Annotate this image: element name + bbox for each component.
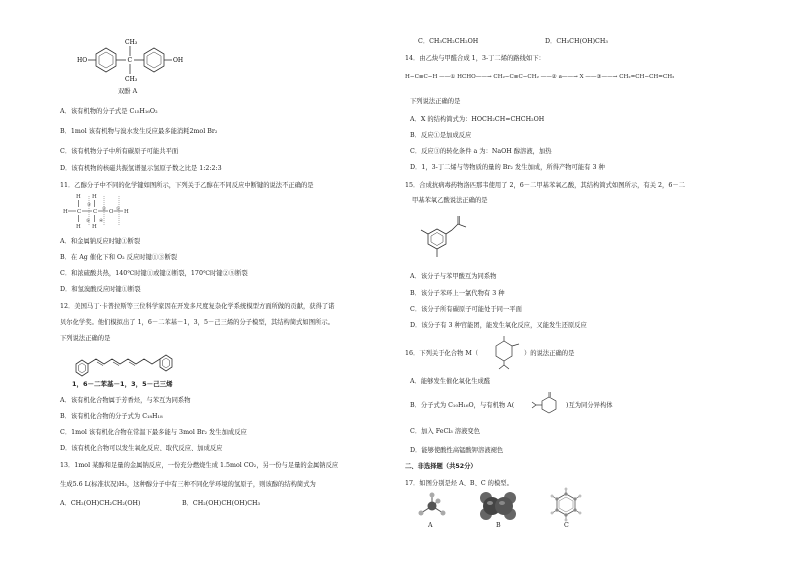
q16-option-a: A．能够发生催化氧化生成醛 xyxy=(410,378,491,385)
q13-option-b: B．CH₂(OH)CH(OH)CH₃ xyxy=(182,500,261,507)
bisphenol-ch3-bottom: CH₃ xyxy=(125,76,138,83)
svg-text:H: H xyxy=(92,194,97,200)
q17-label-a: A xyxy=(428,522,433,529)
q14-stem: 14．由乙炔与甲醛合成 1，3-丁二烯的路线如下： xyxy=(405,55,545,62)
q15-option-d: D．该分子有 3 种官能团，能发生氧化反应，又能发生还原反应 xyxy=(410,322,587,329)
dimethylphenoxyacetic-acid-structure xyxy=(418,210,478,270)
q14-option-d: D．1，3-丁二烯与等物质的量的 Br₂ 发生加成，所得产物可能有 3 种 xyxy=(410,164,605,171)
q15-option-c: C．该分子所有碳原子可能处于同一平面 xyxy=(410,306,522,313)
q15-stem-line1: 15．合成抗病毒药物洛匹那韦使用了 2，6－二甲基苯氧乙酸，其结构简式如图所示，有关 2，6－二 xyxy=(405,182,685,189)
bisphenol-a-structure xyxy=(77,37,190,92)
q13-stem-line1: 13．1mol 某醇和足量的金属钠反应，一份充分燃烧生成 1.5mol CO₂，另一份与足量的金属钠反应 xyxy=(60,462,339,469)
bisphenol-option-c: C．该有机物分子中所有碳原子可能共平面 xyxy=(60,148,179,155)
svg-text:H: H xyxy=(63,209,68,215)
q16-option-b-part2: )互为同分异构体 xyxy=(566,402,613,409)
q12-option-b: B．该有机化合物的分子式为 C₁₈H₁₈ xyxy=(60,413,163,420)
q11-option-a: A．和金属钠反应时键①断裂 xyxy=(60,238,141,245)
svg-text:C: C xyxy=(93,209,98,215)
q12-stem-line1: 12．美国马丁·卡普拉斯等三位科学家因在开发多尺度复杂化学系统模型方面所做的贡献，获得了诺 xyxy=(60,303,335,310)
q12-option-d: D．该有机化合物可以发生氧化反应、取代反应、加成反应 xyxy=(60,445,223,452)
q12-stem-line3: 下列说法正确的是 xyxy=(60,335,111,342)
svg-text:C: C xyxy=(77,209,82,215)
bisphenol-ch3-top: CH₃ xyxy=(125,39,138,46)
q16-stem-a: 16．下列关于化合物 M（ xyxy=(405,350,479,357)
q11-option-c: C．和浓硫酸共热，140℃时键①或键②断裂，170℃时键②⑤断裂 xyxy=(60,270,248,277)
q13-option-a: A．CH₂(OH)CH₂CH₂(OH) xyxy=(60,500,141,507)
compound-m-structure xyxy=(486,336,522,370)
bisphenol-option-a: A．该有机物的分子式是 C₁₅H₁₆O₂ xyxy=(60,108,158,115)
q15-option-b: B．该分子苯环上一氯代物有 3 种 xyxy=(410,290,505,297)
diphenylhexatriene-structure xyxy=(72,346,182,380)
q12-stem-line2: 贝尔化学奖。他们模拟出了 1，6－二苯基－1，3，5－己三烯的分子模型，其结构简式如图所示。 xyxy=(60,319,334,326)
bisphenol-option-b: B．1mol 该有机物与溴水发生反应最多能消耗2mol Br₂ xyxy=(60,128,218,135)
q12-fig-label: 1，6－二苯基－1，3，5－己三烯 xyxy=(72,380,173,388)
svg-text:④: ④ xyxy=(99,219,104,224)
bisphenol-c-center: C xyxy=(127,57,133,64)
svg-text:H: H xyxy=(76,224,81,230)
compound-a-structure xyxy=(530,392,566,418)
ethanol-bond-diagram xyxy=(60,192,140,232)
q14-option-c: C．反应③的转化条件 a 为：NaOH 醇溶液，加热 xyxy=(410,148,552,155)
q17-label-b: B xyxy=(496,522,501,529)
q15-stem-line2: 甲基苯氧乙酸说法正确的是 xyxy=(412,197,488,204)
q14-route: H−C≡C−H ——① HCHO——→ CH₂−C≡C−CH₂ ——② a——→ X ——③——→ CH₂=CH−CH=CH₂ xyxy=(405,74,675,80)
q13-option-c: C．CH₃CH₂CH₂OH xyxy=(418,38,479,45)
q16-option-c: C．加入 FeCl₃ 溶液变色 xyxy=(410,428,481,435)
q16-option-d: D．能够使酸性高锰酸钾溶液褪色 xyxy=(410,447,504,454)
model-b-space-filling xyxy=(476,490,520,522)
bisphenol-ho: HO xyxy=(77,57,88,64)
q12-option-a: A．该有机化合物属于芳香烃，与苯互为同系物 xyxy=(60,397,191,404)
svg-text:①: ① xyxy=(116,207,121,212)
svg-text:H: H xyxy=(76,194,81,200)
q12-option-c: C．1mol 该有机化合物在常温下最多能与 3mol Br₂ 发生加成反应 xyxy=(60,429,247,436)
q13-stem-line2: 生成5.6 L(标准状况)H₂，这种醇分子中有三种不同化学环境的氢原子，则该醇的结构简式为 xyxy=(60,481,316,488)
svg-text:③: ③ xyxy=(87,203,92,208)
svg-text:②: ② xyxy=(102,207,107,212)
q14-question: 下列说法正确的是 xyxy=(410,98,461,105)
svg-text:O: O xyxy=(109,209,114,215)
svg-text:H: H xyxy=(92,224,97,230)
q14-option-a: A．X 的结构简式为：HOCH₂CH=CHCH₂OH xyxy=(410,116,545,123)
q11-stem: 11．乙醇分子中不同的化学键如图所示，下列关于乙醇在不同反应中断键的说法不正确的是 xyxy=(60,182,314,189)
q16-stem-b: ）的说法正确的是 xyxy=(524,350,575,357)
q11-option-b: B．在 Ag 催化下和 O₂ 反应时键①③断裂 xyxy=(60,254,178,261)
q16-option-b-part1: B．分子式为 C₁₀H₁₆O，与有机物 A( xyxy=(410,402,515,409)
q17-label-c: C xyxy=(564,522,569,529)
svg-text:H: H xyxy=(124,209,129,215)
bisphenol-option-d: D．该有机物的核磁共振氢谱显示氢原子数之比是 1:2:2:3 xyxy=(60,165,222,172)
svg-text:⑤: ⑤ xyxy=(86,219,91,224)
q15-option-a: A．该分子与苯甲酸互为同系物 xyxy=(410,273,497,280)
model-c-benzene xyxy=(548,488,584,522)
q13-option-d: D．CH₃CH(OH)CH₃ xyxy=(545,38,608,45)
q11-option-d: D．和氢溴酸反应时键①断裂 xyxy=(60,286,141,293)
section-2-heading: 二、非选择题（共52分） xyxy=(405,463,477,470)
model-a-ball-stick xyxy=(415,492,449,522)
bisphenol-oh: OH xyxy=(173,57,184,64)
bisphenol-label: 双酚 A xyxy=(118,88,138,95)
q17-stem: 17．如图分别是烃 A、B、C 的模型。 xyxy=(405,480,513,487)
q14-option-b: B．反应①是加成反应 xyxy=(410,132,472,139)
